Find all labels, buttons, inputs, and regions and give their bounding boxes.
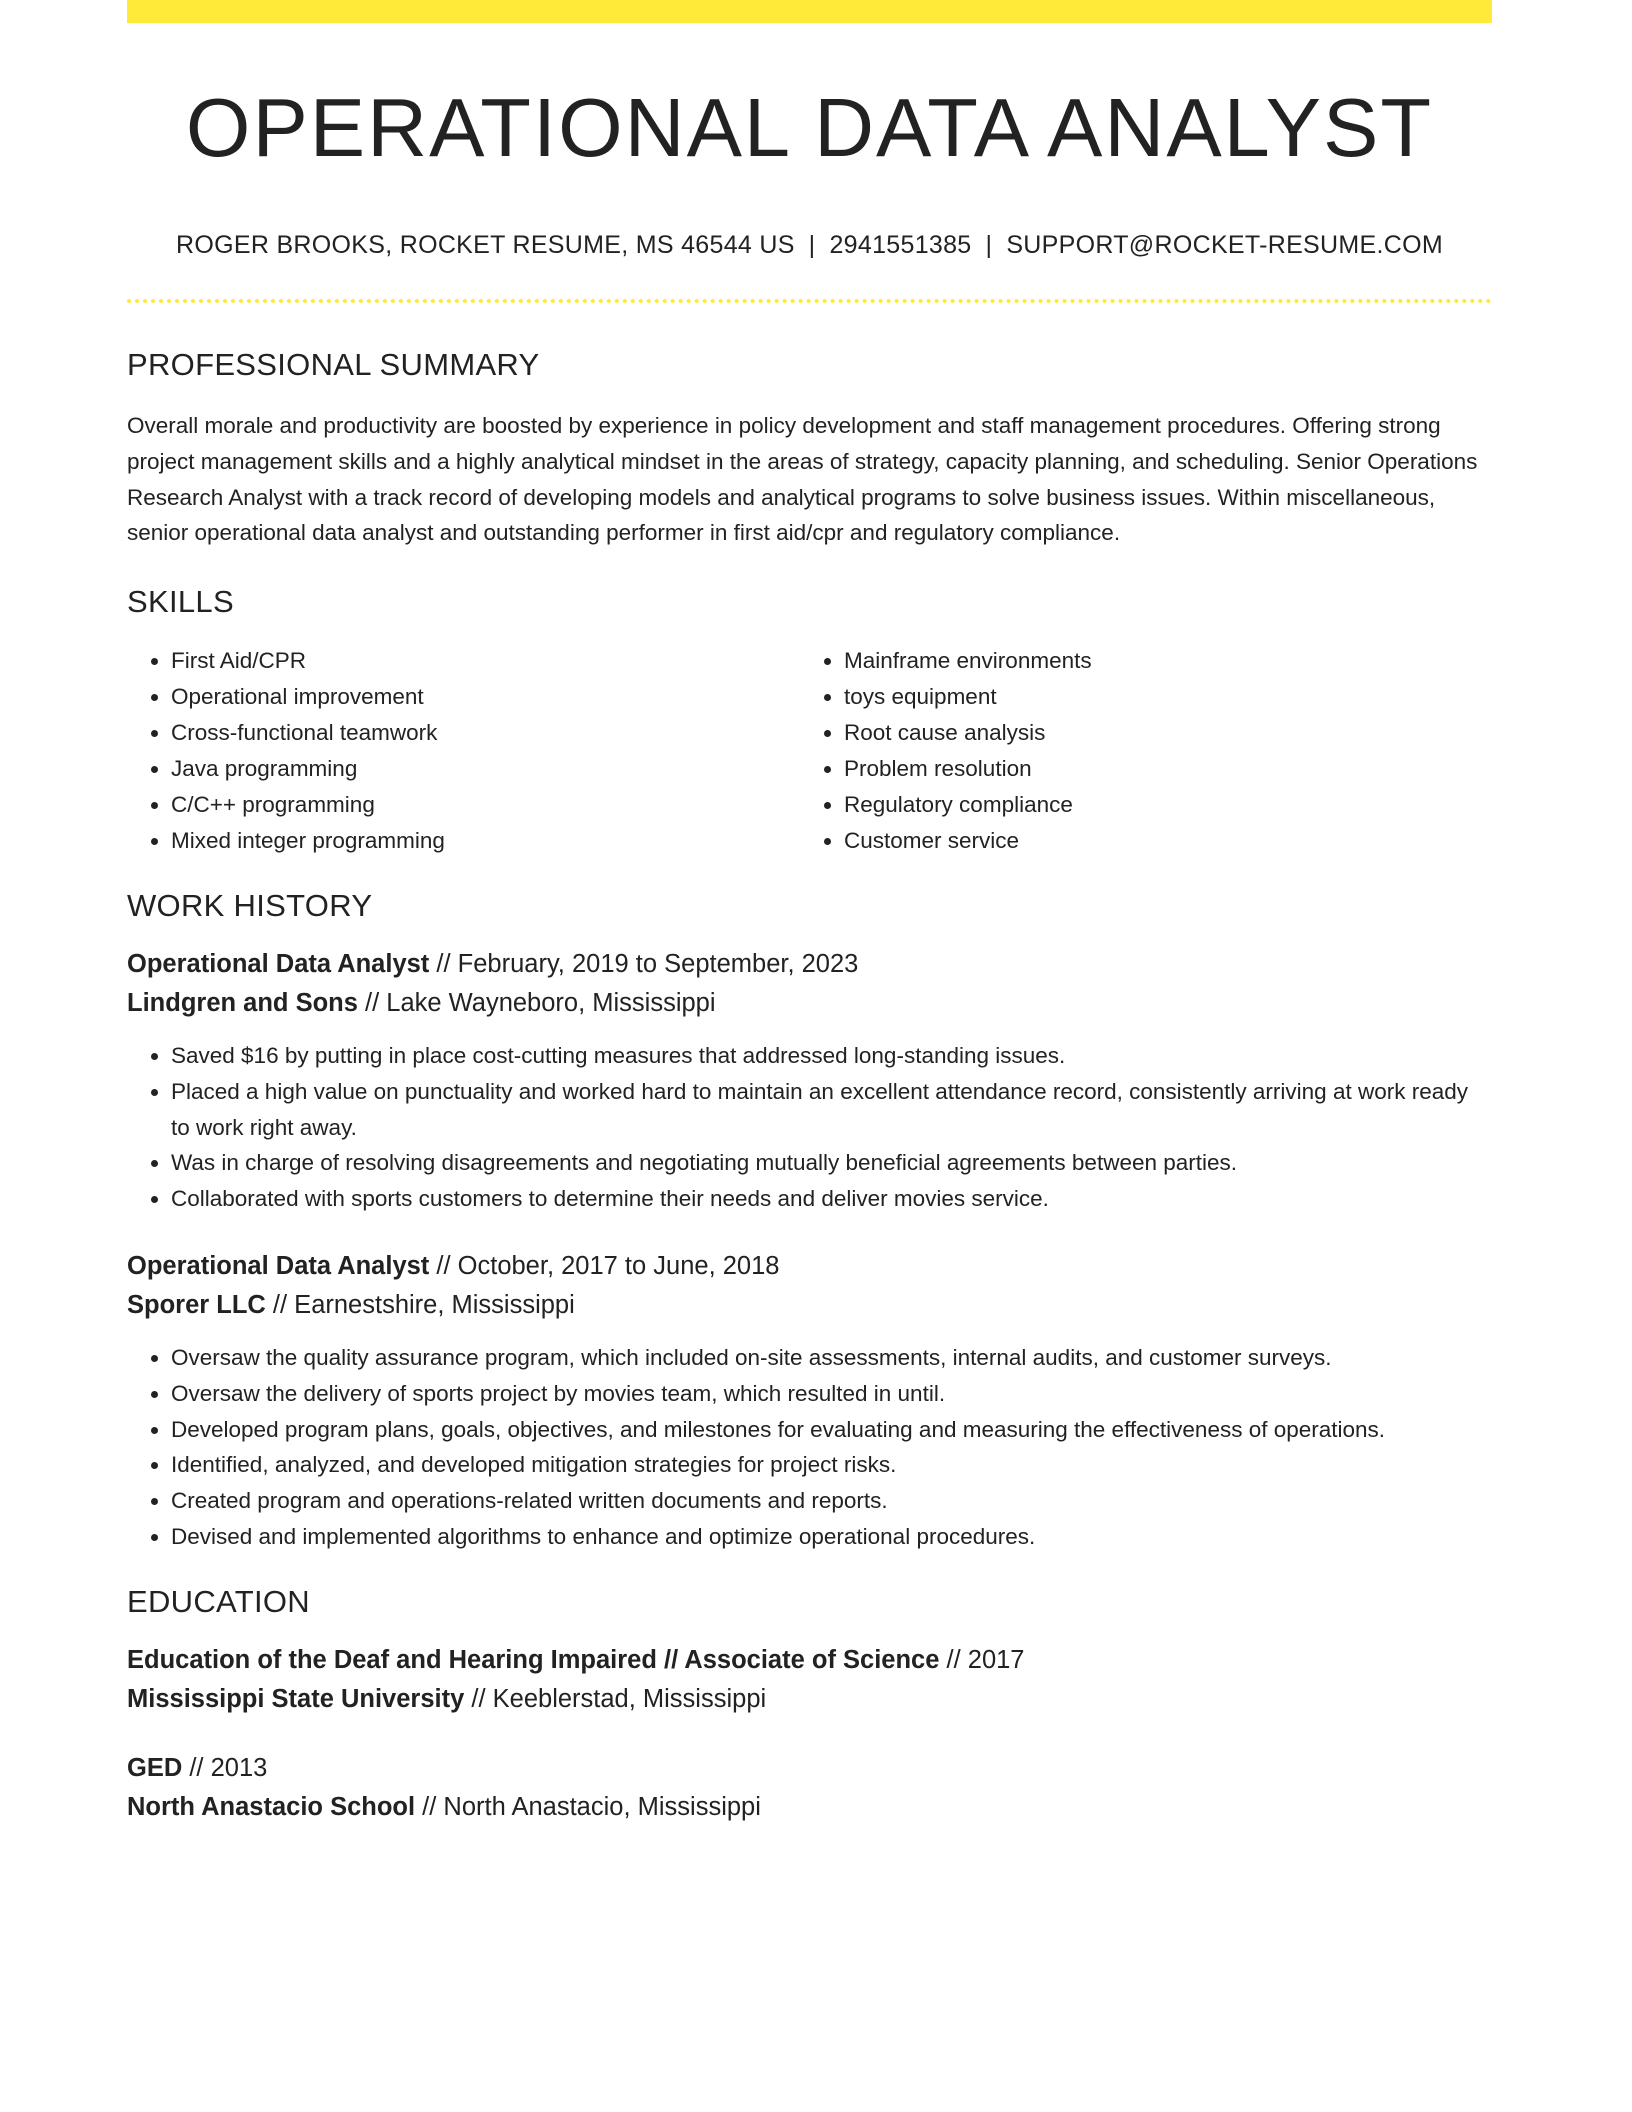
skills-list-right bbox=[800, 643, 1473, 859]
skill-item: • Problem resolution bbox=[844, 751, 1473, 787]
job-title: Operational Data Analyst bbox=[127, 950, 430, 979]
skill-item: • Cross-functional teamwork bbox=[171, 715, 800, 751]
summary-heading: PROFESSIONAL SUMMARY bbox=[127, 347, 540, 382]
job-entry bbox=[127, 945, 1492, 1217]
education-heading: EDUCATION bbox=[127, 1583, 310, 1619]
job-bullet: • Developed program plans, goals, objectives, and milestones for evaluating and measuring the effectiveness of operations. bbox=[171, 1412, 1492, 1448]
skill-item: • Mainframe environments bbox=[844, 643, 1473, 679]
skill-item: • C/C++ programming bbox=[171, 787, 800, 823]
job-bullet: • Saved $16 by putting in place cost-cutting measures that addressed long-standing issues. bbox=[171, 1038, 1492, 1074]
skills-heading: SKILLS bbox=[127, 583, 234, 619]
education-school: Mississippi State University bbox=[127, 1684, 465, 1713]
summary-text: Overall morale and productivity are boosted by experience in policy development and staff management procedures. Offering strong project management skills and a highly analytical mindset in the areas of strategy, capacity planning, and scheduling. Senior Operations Research Analyst with a track record of developing models and analytical programs to solve business issues. Within miscellaneous, senior operational data analyst and outstanding performer in first aid/cpr and regulatory compliance. bbox=[127, 413, 1478, 546]
job-bullet: • Was in charge of resolving disagreements and negotiating mutually beneficial agreements between parties. bbox=[171, 1145, 1492, 1181]
skill-item: • Operational improvement bbox=[171, 679, 800, 715]
education-year: // 2013 bbox=[182, 1753, 268, 1782]
job-title-line bbox=[127, 1247, 1492, 1286]
contact-info bbox=[127, 231, 1492, 260]
contact-phone: 2941551385 bbox=[829, 231, 972, 259]
education-degree-line bbox=[127, 1749, 1492, 1788]
education-year: // 2017 bbox=[939, 1645, 1025, 1674]
education-location: // North Anastacio, Mississippi bbox=[415, 1792, 761, 1821]
skill-item: • Regulatory compliance bbox=[844, 787, 1473, 823]
job-dates: // October, 2017 to June, 2018 bbox=[429, 1252, 780, 1281]
education-degree-line bbox=[127, 1641, 1492, 1680]
job-bullet: • Placed a high value on punctuality and worked hard to maintain an excellent attendance record, consistently arriving at work ready to work right away. bbox=[171, 1074, 1492, 1146]
job-bullet: • Identified, analyzed, and developed mitigation strategies for project risks. bbox=[171, 1447, 1492, 1483]
education-school-line bbox=[127, 1788, 1492, 1827]
work-history-heading: WORK HISTORY bbox=[127, 888, 373, 923]
resume-page bbox=[127, 0, 1492, 1827]
job-bullet: • Oversaw the quality assurance program, which included on-site assessments, internal audits, and customer surveys. bbox=[171, 1340, 1492, 1376]
skill-item: • Root cause analysis bbox=[844, 715, 1473, 751]
job-company-line bbox=[127, 1286, 1492, 1325]
job-bullet: • Devised and implemented algorithms to enhance and optimize operational procedures. bbox=[171, 1519, 1492, 1555]
skill-item: • toys equipment bbox=[844, 679, 1473, 715]
education-entry bbox=[127, 1641, 1492, 1719]
education-entry bbox=[127, 1749, 1492, 1827]
job-bullet: • Created program and operations-related written documents and reports. bbox=[171, 1483, 1492, 1519]
job-company: Lindgren and Sons bbox=[127, 989, 358, 1018]
education-degree: Education of the Deaf and Hearing Impaired // Associate of Science bbox=[127, 1645, 940, 1674]
job-bullet: • Oversaw the delivery of sports project by movies team, which resulted in until. bbox=[171, 1376, 1492, 1412]
skill-item: • Mixed integer programming bbox=[171, 823, 800, 859]
resume-title: OPERATIONAL DATA ANALYST bbox=[185, 81, 1434, 174]
job-bullet: • Collaborated with sports customers to determine their needs and deliver movies service. bbox=[171, 1181, 1492, 1217]
skill-item: • Customer service bbox=[844, 823, 1473, 859]
job-title: Operational Data Analyst bbox=[127, 1252, 430, 1281]
skills-grid bbox=[127, 643, 1492, 859]
job-location: // Earnestshire, Mississippi bbox=[265, 1291, 575, 1320]
contact-separator: | bbox=[808, 231, 816, 259]
skills-list-left bbox=[127, 643, 800, 859]
job-location: // Lake Wayneboro, Mississippi bbox=[357, 989, 716, 1018]
skill-item: • Java programming bbox=[171, 751, 800, 787]
contact-address: ROGER BROOKS, ROCKET RESUME, MS 46544 US bbox=[176, 231, 795, 259]
education-school-line bbox=[127, 1680, 1492, 1719]
skill-item: • First Aid/CPR bbox=[171, 643, 800, 679]
contact-email: SUPPORT@ROCKET-RESUME.COM bbox=[1006, 231, 1443, 259]
job-dates: // February, 2019 to September, 2023 bbox=[429, 950, 859, 979]
job-bullets bbox=[127, 1340, 1492, 1555]
education-degree: GED bbox=[127, 1753, 183, 1782]
contact-separator: | bbox=[985, 231, 993, 259]
top-accent-bar bbox=[127, 0, 1492, 23]
job-title-line bbox=[127, 945, 1492, 984]
header-divider bbox=[127, 299, 1492, 303]
education-school: North Anastacio School bbox=[127, 1792, 416, 1821]
education-location: // Keeblerstad, Mississippi bbox=[464, 1684, 767, 1713]
job-bullets bbox=[127, 1038, 1492, 1217]
job-company-line bbox=[127, 984, 1492, 1023]
job-entry bbox=[127, 1247, 1492, 1555]
job-company: Sporer LLC bbox=[127, 1291, 266, 1320]
